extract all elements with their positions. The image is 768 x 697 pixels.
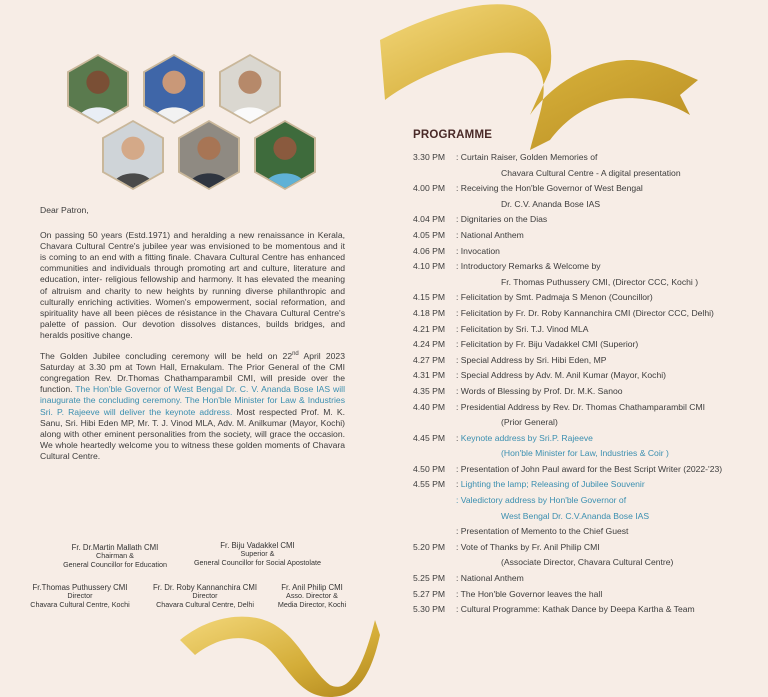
programme-desc: : Felicitation by Smt. Padmaja S Menon (Councillor) [456, 292, 653, 303]
programme-row [413, 290, 758, 306]
programme-desc: : Presentation of John Paul award for the Best Script Writer (2022-'23) [456, 463, 723, 474]
portrait-photo-5 [178, 120, 240, 190]
programme-desc: : Felicitation by Fr. Biju Vadakkel CMI (Superior) [456, 339, 639, 350]
programme-time: 4.35 PM [413, 385, 446, 396]
programme-desc: : Keynote address by Sri.P. Rajeeve [456, 432, 593, 443]
programme-desc: : Felicitation by Fr. Dr. Roby Kannanchira CMI (Director CCC, Delhi) [456, 307, 714, 318]
programme-time: 4.18 PM [413, 307, 446, 318]
programme-desc: : Special Address by Sri. Hibi Eden, MP [456, 354, 607, 365]
programme-desc [456, 446, 669, 462]
programme-row [413, 540, 758, 556]
programme-time: 4.10 PM [413, 261, 446, 272]
salutation: Dear Patron, [40, 205, 89, 215]
programme-time: 4.40 PM [413, 401, 446, 412]
programme-desc: : Special Address by Adv. M. Anil Kumar (Mayor, Kochi) [456, 370, 666, 381]
programme-desc: : Felicitation by Sri. T.J. Vinod MLA [456, 323, 589, 334]
programme-time: 4.21 PM [413, 323, 446, 334]
programme-row [413, 306, 758, 322]
programme-desc: : National Anthem [456, 229, 524, 240]
programme-time: 4.15 PM [413, 292, 446, 303]
programme-time [413, 415, 456, 431]
programme-desc: : Cultural Programme: Kathak Dance by Deepa Kartha & Team [456, 604, 695, 615]
portrait-photo-6 [254, 120, 316, 190]
programme-highlight: (Hon'ble Minister for Law, Industries & Coir ) [501, 448, 669, 459]
signatory-1: Fr. Dr.Martin Mallath CMI Chairman & General Councillor for Education [63, 543, 167, 569]
programme-time: 4.50 PM [413, 463, 446, 474]
programme-time [413, 509, 456, 525]
programme-row [413, 228, 758, 244]
programme-time [413, 197, 456, 213]
signatory-4: Fr. Dr. Roby Kannanchira CMI Director Chavara Cultural Centre, Delhi [153, 583, 257, 609]
signatory-2: Fr. Biju Vadakkel CMI Superior & General Councillor for Social Apostolate [193, 541, 322, 567]
programme-time: 4.00 PM [413, 183, 446, 194]
portrait-photo-3 [219, 54, 281, 124]
programme-time: 3.30 PM [413, 152, 446, 162]
programme-time: 4.31 PM [413, 370, 446, 381]
programme-highlight: Lighting the lamp; Releasing of Jubilee Souvenir [460, 479, 645, 490]
programme-desc: : Receiving the Hon'ble Governor of West Bengal [456, 183, 643, 194]
programme-row [413, 353, 758, 369]
programme-desc: (Prior General) [501, 417, 558, 428]
programme-time [413, 446, 456, 462]
signatory-3: Fr.Thomas Puthussery CMI Director Chavara Cultural Centre, Kochi [30, 583, 130, 609]
programme-desc: : Presidential Address by Rev. Dr. Thomas Chathamparambil CMI [456, 401, 705, 412]
programme-desc: Fr. Thomas Puthussery CMI, (Director CCC, Kochi ) [501, 276, 699, 287]
programme-row [413, 384, 758, 400]
programme-highlight: West Bengal Dr. C.V.Ananda Bose IAS [501, 510, 650, 521]
programme-row [413, 197, 758, 213]
programme-time: 4.55 PM [413, 479, 446, 490]
programme-row [413, 493, 758, 509]
programme-desc: : Dignitaries on the Dias [456, 214, 548, 225]
programme-row [413, 244, 758, 260]
programme-row [413, 212, 758, 228]
programme-time [413, 524, 456, 540]
programme-time: 4.27 PM [413, 354, 446, 365]
portrait-photo-2 [143, 54, 205, 124]
programme-desc: (Associate Director, Chavara Cultural Centre) [501, 557, 674, 568]
highlight-text: The Hon'ble Governor of West Bengal Dr. C. V. Ananda Bose IAS will inaugurate the concluding ceremony. The Hon'ble Minister for Law & Industries Sri. P. Rajeeve will deliver the keynote address. [40, 384, 345, 417]
paragraph-2: The Golden Jubilee concluding ceremony will be held on 22nd April 2023 Saturday at 3.30 pm at Town Hall, Ernakulam. The Prior General of the CMI congregation Rev. Dr.Thomas Chathamparambil CMI, will preside over the function. The Hon'ble Governor of West Bengal Dr. C. V. Ananda Bose IAS will inaugurate the concluding ceremony. The Hon'ble Minister for Law & Industries Sri. P. Rajeeve will deliver the keynote address. Most respected Prof. M. K. Sanu, Sri. Hibi Eden MP, Mr. T. J. Vinod MLA, Adv. M. Anilkumar (Mayor, Kochi) along with other eminent personalities from the society, will grace the occasion. We whole heartedly welcome you to witness these golden moments of Chavara Cultural Centre. [40, 351, 345, 461]
programme-time: 4.04 PM [413, 214, 446, 225]
programme-row [413, 166, 758, 182]
portrait-photo-1 [67, 54, 129, 124]
programme-row [413, 602, 758, 618]
programme-highlight: Keynote address by Sri.P. Rajeeve [460, 432, 593, 443]
programme-row [413, 587, 758, 603]
programme-row [413, 322, 758, 338]
programme-time: 4.06 PM [413, 245, 446, 256]
programme-row [413, 337, 758, 353]
programme-row [413, 431, 758, 447]
portrait-photo-4 [102, 120, 164, 190]
programme-desc: : Vote of Thanks by Fr. Anil Philip CMI [456, 541, 600, 552]
programme-time: 4.24 PM [413, 339, 446, 350]
programme-time [413, 555, 456, 571]
gold-ribbon-bottom [180, 600, 380, 697]
programme-desc: : Lighting the lamp; Releasing of Jubilee Souvenir [456, 479, 645, 490]
programme-row [413, 462, 758, 478]
programme-desc [456, 509, 649, 525]
programme-desc: Dr. C.V. Ananda Bose IAS [501, 198, 601, 209]
programme-time: 5.30 PM [413, 604, 446, 615]
programme-row [413, 368, 758, 384]
programme-time: 4.45 PM [413, 432, 446, 443]
paragraph-1: On passing 50 years (Estd.1971) and heralding a new renaissance in Kerala, Chavara Cultural Centre's jubilee year was envisioned to be momentous and it is coming to an end with a fitting finale. Chavara Cultural Centre has enhanced communities and individuals through promoting art and culture, literature and education, inter- religious fellowship and harmony. It has elevated the meaning of altruism and charity to new heights by running diverse philanthropic and culturally enriching activities. Women's empowerment, social reformation, and spirituality have all been pièces de résistance in the Chavara Cultural Centre's palette of passion. Our devotion dissolves distances, builds bridges, and heralds positive change. [40, 230, 345, 340]
programme-highlight: : Valedictory address by Hon'ble Governor of [456, 495, 627, 506]
programme-desc: : Words of Blessing by Prof. Dr. M.K. Sanoo [456, 385, 623, 396]
programme-title: PROGRAMME [413, 129, 493, 141]
programme-row [413, 415, 758, 431]
programme-row [413, 400, 758, 416]
programme-time: 5.20 PM [413, 541, 446, 552]
programme-row [413, 181, 758, 197]
programme-row [413, 150, 758, 166]
programme-time: 4.05 PM [413, 229, 446, 240]
programme-desc: Chavara Cultural Centre - A digital presentation [501, 167, 681, 178]
programme-desc: : Introductory Remarks & Welcome by [456, 261, 601, 272]
programme-desc: : National Anthem [456, 573, 524, 584]
programme-row [413, 555, 758, 571]
programme-row [413, 259, 758, 275]
programme-desc: : Presentation of Memento to the Chief Guest [456, 526, 629, 537]
programme-desc [456, 493, 626, 509]
programme-row [413, 571, 758, 587]
programme-time [413, 493, 456, 509]
programme-time: 5.27 PM [413, 588, 446, 599]
gold-ribbon-top [380, 0, 700, 150]
signatory-5: Fr. Anil Philip CMI Asso. Director & Media Director, Kochi [277, 583, 347, 609]
programme-list [413, 150, 758, 618]
programme-row [413, 275, 758, 291]
letter-body [40, 205, 345, 472]
programme-row [413, 509, 758, 525]
programme-row [413, 524, 758, 540]
programme-row [413, 477, 758, 493]
programme-time [413, 275, 456, 291]
programme-desc: : Invocation [456, 245, 500, 256]
programme-time [413, 166, 456, 182]
programme-desc: : The Hon'ble Governor leaves the hall [456, 588, 603, 599]
programme-desc: : Curtain Raiser, Golden Memories of [456, 152, 598, 162]
programme-time: 5.25 PM [413, 573, 446, 584]
programme-row [413, 446, 758, 462]
